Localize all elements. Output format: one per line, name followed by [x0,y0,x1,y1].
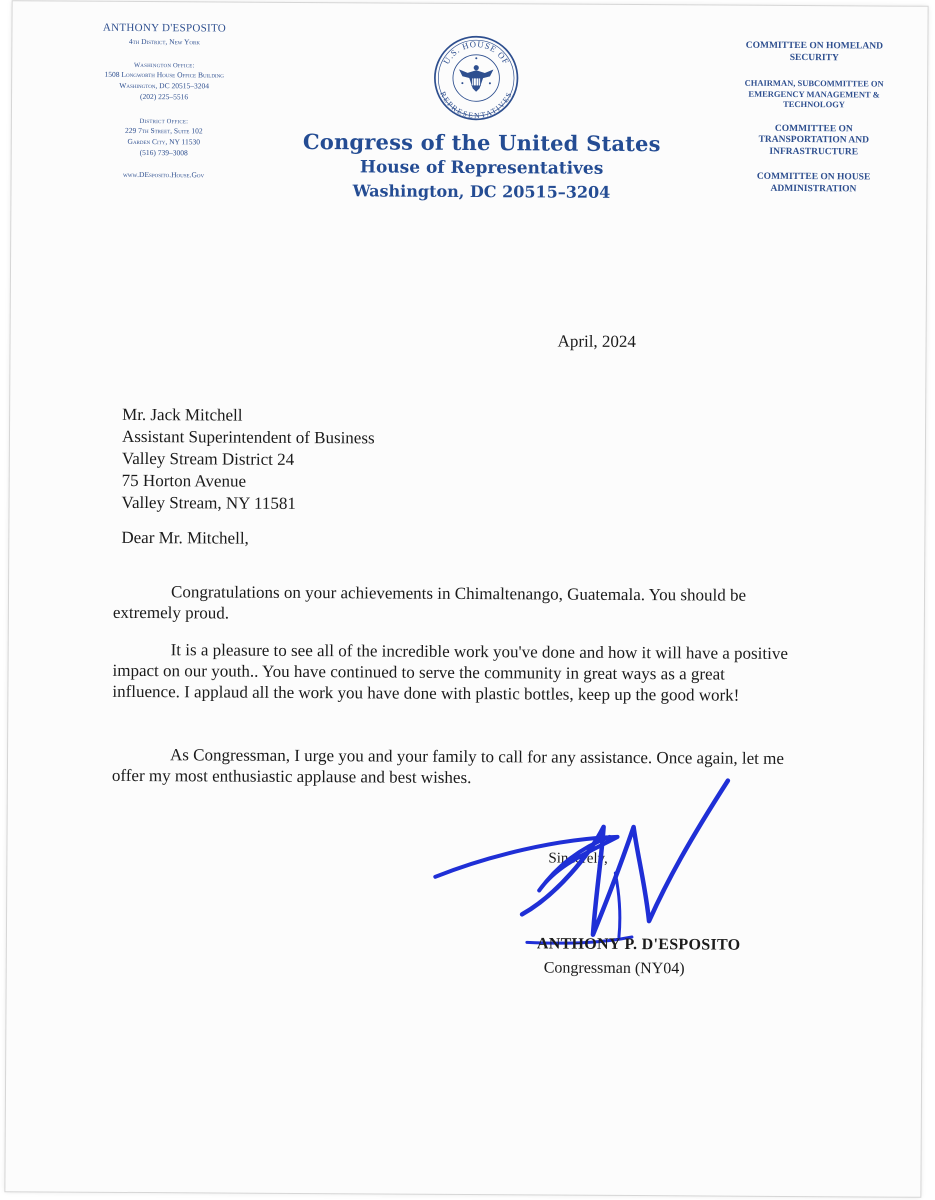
committee-item: COMMITTEE ON TRANSPORTATION AND INFRASTRUCTURE [758,123,870,157]
letter-page [5,1,927,1197]
district-address-line: 229 7th Street, Suite 102 [125,125,203,136]
signer-name: ANTHONY P. D'ESPOSITO [536,935,741,954]
closing: Sincerely, [548,850,608,867]
signer-title: Congressman (NY04) [543,959,685,978]
recipient-street: 75 Horton Avenue [121,470,247,491]
recipient-organization: Valley Stream District 24 [121,448,295,469]
seal-top-text: U.S. HOUSE OF [441,38,512,67]
salutation: Dear Mr. Mitchell, [121,527,249,548]
washington-office-label: Washington Office: [133,61,195,70]
svg-text:REPRESENTATIVES [438,90,514,120]
recipient-title: Assistant Superintendent of Business [121,426,375,448]
paragraph-text: As Congressman, I urge you and your family to call for any assistance. Once again, let me offer my most enthusiastic applause and best wishes. [111,745,784,788]
district-address-line: Garden City, NY 11530 [127,136,201,147]
seal-bottom-text: REPRESENTATIVES [438,90,514,121]
washington-address-line: Washington, DC 20515–3204 [119,80,210,91]
house-seal-icon [433,35,520,122]
district-office-label: District Office: [139,117,189,126]
committee-item: COMMITTEE ON HOMELAND SECURITY [745,40,884,63]
house-heading: House of Representatives [359,157,604,179]
recipient-address [122,404,375,516]
representative-name: ANTHONY D'ESPOSITO [102,21,227,35]
paragraph [113,581,793,627]
letterhead-center-block [281,129,681,202]
paragraph-text: Congratulations on your achievements in Chimaltenango, Guatemala. You should be extremely proud. [112,582,747,623]
congress-heading: Congress of the United States [302,128,661,157]
website-text: www.DEsposito.House.Gov [123,169,205,180]
handwritten-signature [427,764,758,956]
svg-text:U.S. HOUSE OF [441,39,512,67]
district-line: 4th District, New York [128,36,200,47]
committee-list [733,41,894,210]
washington-phone: (202) 225–5516 [139,91,189,102]
recipient-name: Mr. Jack Mitchell [122,404,243,425]
paragraph-text: It is a pleasure to see all of the incredible work you've done and how it will have a positive impact on our youth.. You have continued to serve the community in great ways as a great influence. I applaud all the work you have done with plastic bottles, keep up the good work! [112,640,788,705]
committee-item: COMMITTEE ON HOUSE ADMINISTRATION [756,171,871,194]
district-phone: (516) 739–3008 [139,147,188,158]
committee-item: CHAIRMAN, SUBCOMMITTEE ON EMERGENCY MANAGEMENT & TECHNOLOGY [744,77,884,110]
recipient-city: Valley Stream, NY 11581 [121,492,297,513]
paragraph [112,639,792,706]
letter-date: April, 2024 [557,331,637,352]
washington-address-line: 1508 Longworth House Office Building [104,69,224,80]
washington-heading: Washington, DC 20515–3204 [352,181,611,202]
letterhead-left-block [64,22,265,180]
